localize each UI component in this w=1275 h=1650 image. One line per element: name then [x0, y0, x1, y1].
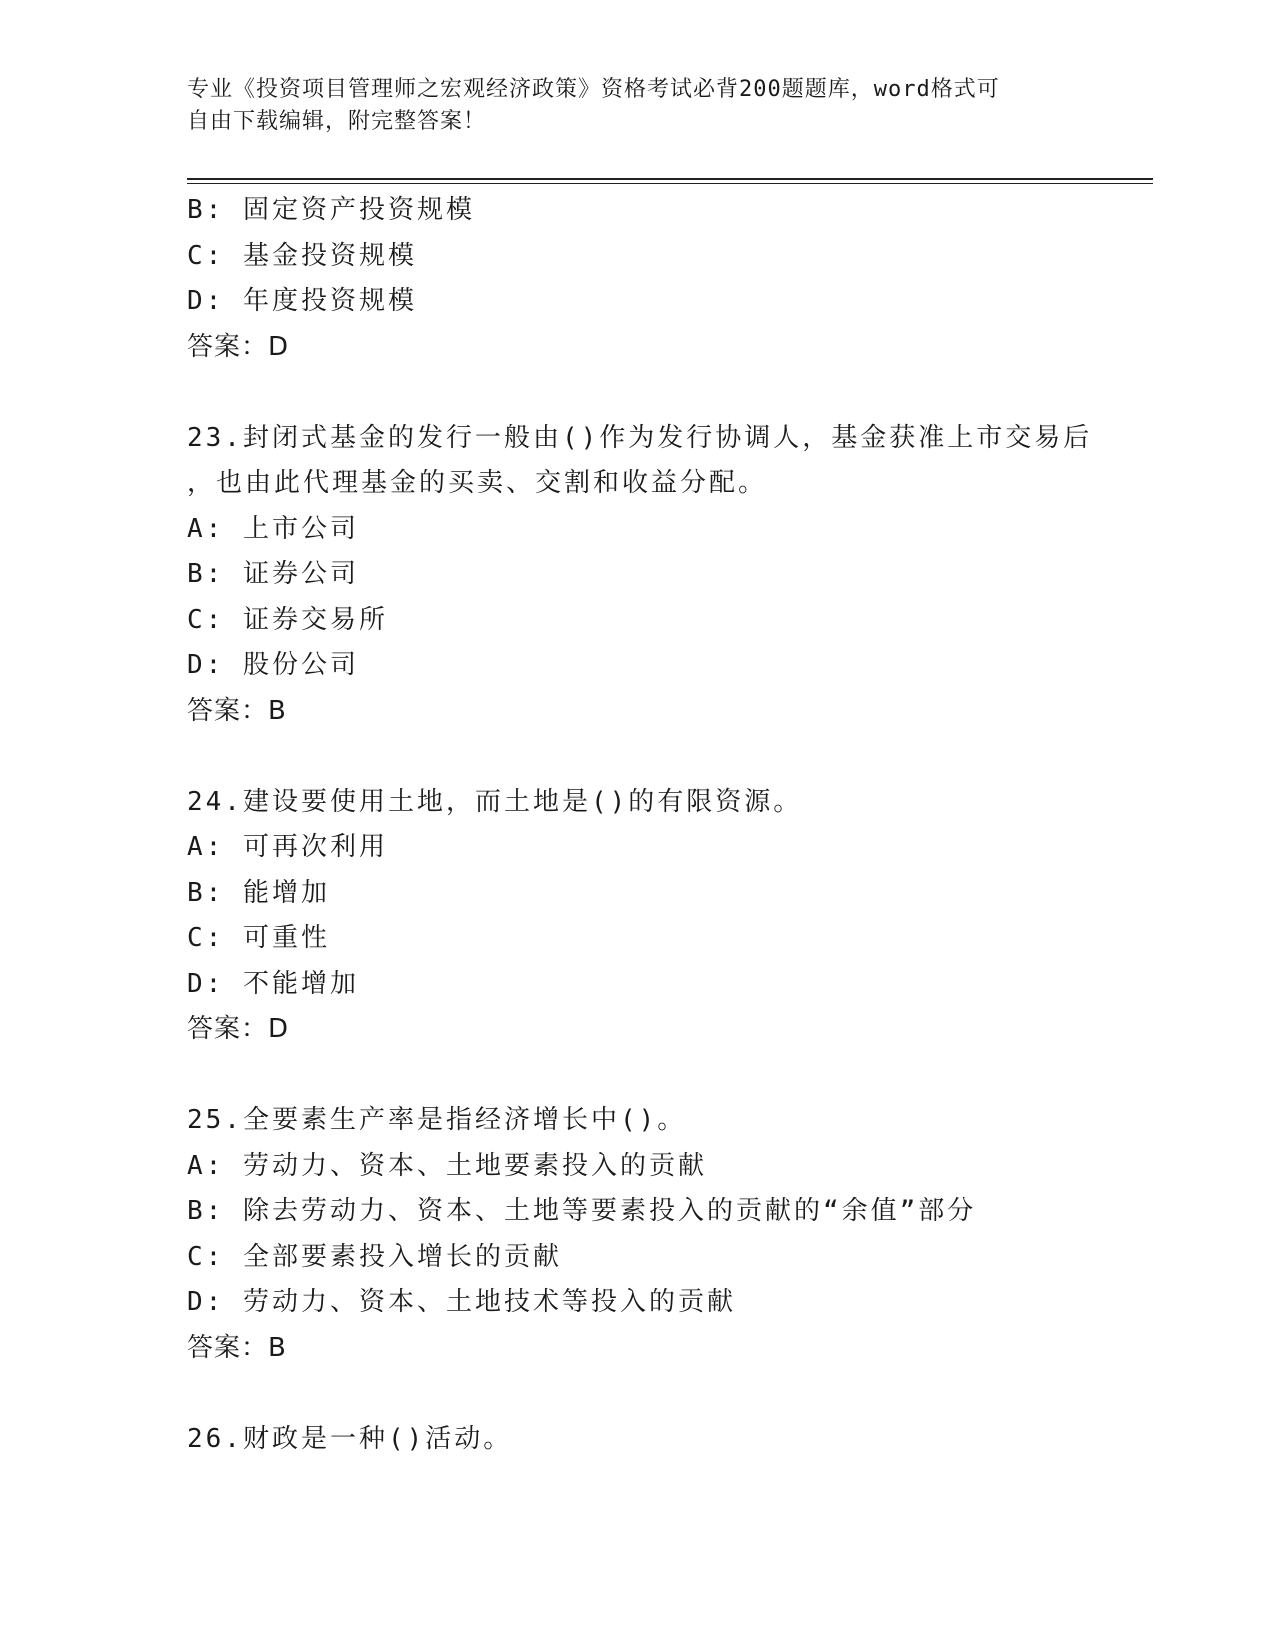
- option-text: 年度投资规模: [242, 286, 417, 316]
- option-text: 股份公司: [242, 650, 359, 680]
- option-d: [187, 1280, 1087, 1326]
- header-line-2: 自由下载编辑，附完整答案！: [187, 109, 487, 134]
- header-line-1: 专业《投资项目管理师之宏观经济政策》资格考试必背200题题库，word格式可: [187, 77, 1000, 102]
- option-text: 可再次利用: [242, 832, 388, 862]
- header-divider-thin: [187, 183, 1153, 184]
- option-prefix: C:: [187, 1241, 225, 1272]
- option-prefix: D:: [187, 1287, 225, 1317]
- question-24: [187, 780, 1087, 1053]
- answer-line: 答案：B: [187, 1332, 287, 1363]
- question-partial: [187, 188, 1087, 370]
- option-b: [187, 188, 1087, 234]
- option-c: [187, 916, 1087, 962]
- option-prefix: C:: [187, 923, 225, 953]
- option-text: 固定资产投资规模: [242, 195, 475, 225]
- option-prefix: A:: [187, 513, 225, 544]
- option-a: [187, 825, 1087, 871]
- option-prefix: A:: [187, 832, 225, 862]
- option-text: 上市公司: [242, 513, 359, 544]
- question-stem-line: 26.财政是一种()活动。: [187, 1423, 513, 1454]
- option-a: [187, 1144, 1087, 1190]
- option-text: 除去劳动力、资本、土地等要素投入的贡献的“余值”部分: [242, 1196, 977, 1226]
- option-a: [187, 507, 1087, 553]
- spacer: [187, 734, 1087, 780]
- question-23: [187, 416, 1093, 735]
- option-c: [187, 234, 1087, 280]
- option-prefix: D:: [187, 650, 225, 680]
- option-c: [187, 598, 1087, 644]
- option-text: 证券交易所: [242, 604, 388, 635]
- option-text: 劳动力、资本、土地要素投入的贡献: [242, 1150, 707, 1181]
- question-stem-line: 23.封闭式基金的发行一般由()作为发行协调人，基金获准上市交易后: [187, 422, 1093, 453]
- option-prefix: B:: [187, 877, 225, 908]
- question-25: [187, 1098, 1087, 1371]
- option-text: 能增加: [242, 877, 330, 908]
- option-c: [187, 1235, 1087, 1281]
- header-divider-thick: [187, 178, 1153, 180]
- option-d: [187, 643, 1087, 689]
- option-prefix: B:: [187, 1196, 225, 1226]
- question-list: [187, 188, 1093, 1462]
- spacer: [187, 1371, 1087, 1417]
- option-text: 不能增加: [242, 968, 359, 999]
- option-text: 可重性: [242, 923, 330, 953]
- option-b: [187, 871, 1087, 917]
- option-text: 基金投资规模: [242, 240, 417, 271]
- option-b: [187, 1189, 1087, 1235]
- option-prefix: C:: [187, 604, 225, 635]
- option-prefix: B:: [187, 559, 225, 589]
- option-prefix: B:: [187, 195, 225, 225]
- question-stem-line: 24.建设要使用土地，而土地是()的有限资源。: [187, 786, 803, 817]
- option-text: 劳动力、资本、土地技术等投入的贡献: [242, 1287, 736, 1317]
- question-26: [187, 1417, 1087, 1463]
- question-stem-line: ，也由此代理基金的买卖、交割和收益分配。: [187, 468, 768, 498]
- answer-line: 答案：D: [187, 331, 290, 362]
- option-text: 证券公司: [242, 559, 359, 589]
- option-d: [187, 962, 1087, 1008]
- question-stem-line: 25.全要素生产率是指经济增长中()。: [187, 1105, 687, 1135]
- option-d: [187, 279, 1087, 325]
- document-header: [187, 74, 1067, 138]
- spacer: [187, 1053, 1087, 1099]
- option-prefix: A:: [187, 1150, 225, 1181]
- option-prefix: D:: [187, 286, 225, 316]
- spacer: [187, 370, 1087, 416]
- option-text: 全部要素投入增长的贡献: [242, 1241, 562, 1272]
- answer-line: 答案：B: [187, 695, 287, 726]
- option-b: [187, 552, 1087, 598]
- option-prefix: C:: [187, 240, 225, 271]
- answer-line: 答案：D: [187, 1014, 290, 1044]
- option-prefix: D:: [187, 968, 225, 999]
